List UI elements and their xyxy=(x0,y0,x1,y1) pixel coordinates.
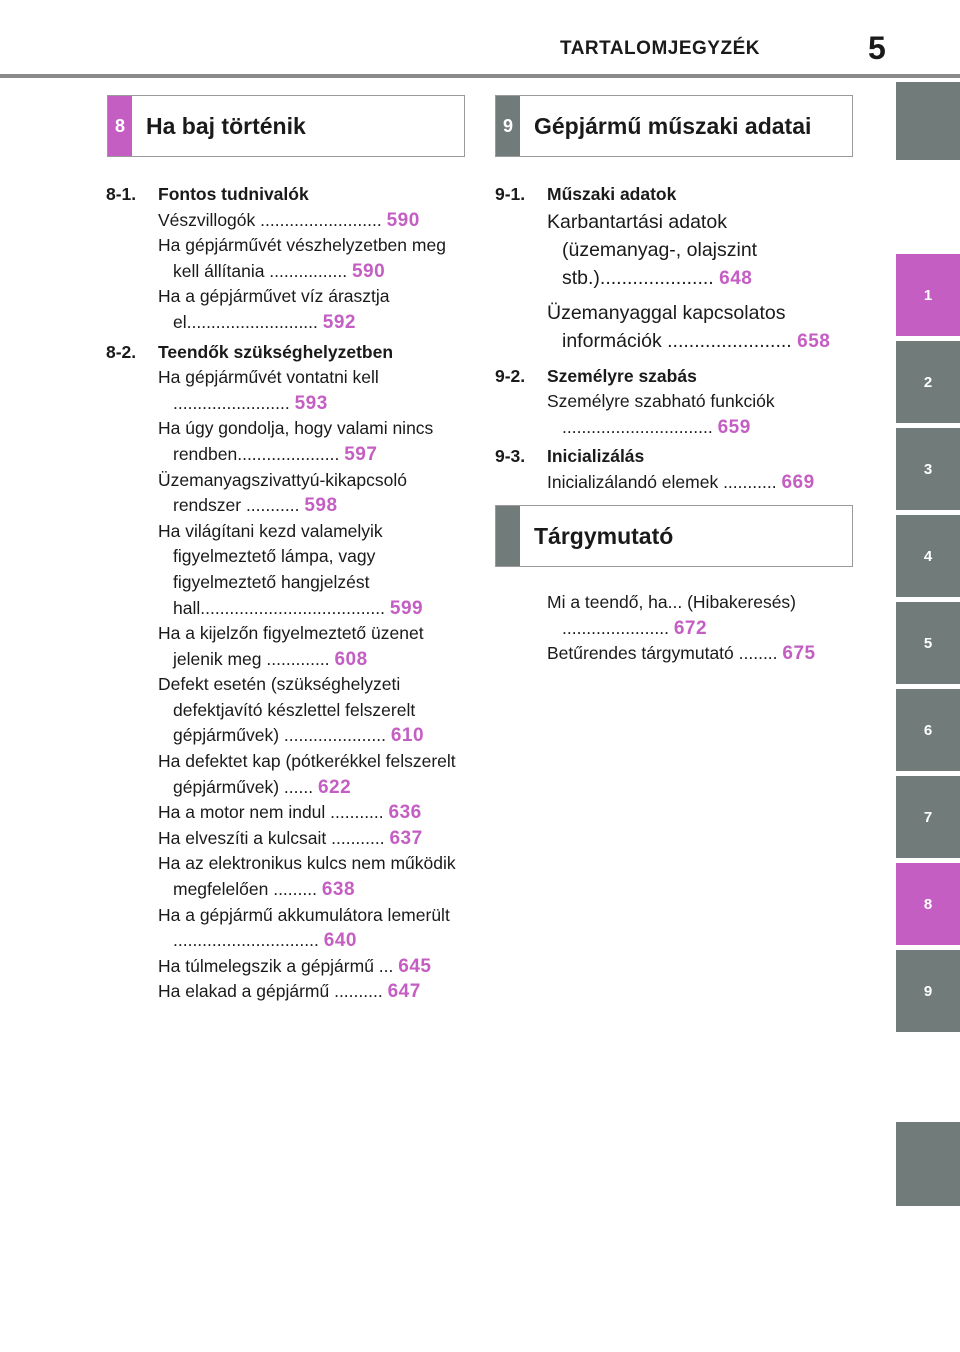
entry-text: Ha az elektronikus kulcs nem működik megfelelően ......... xyxy=(158,853,456,900)
entry-text: Karbantartási adatok (üzemanyag-, olajszint stb.)..................... xyxy=(547,210,758,289)
subsection-title: Inicializálás xyxy=(547,446,645,467)
toc-entry[interactable] xyxy=(158,365,462,416)
tab-blank-b xyxy=(896,1160,960,1206)
entry-text: Ha gépjárművét vontatni kell ........................ xyxy=(158,367,379,413)
section-8-box xyxy=(107,95,465,157)
toc-entry[interactable] xyxy=(158,800,462,826)
header-rule xyxy=(0,74,960,78)
entry-page[interactable]: 637 xyxy=(389,827,423,849)
index-column xyxy=(495,590,851,667)
toc-entry[interactable] xyxy=(158,979,462,1005)
subsection-number: 9-2. xyxy=(495,365,526,386)
left-column xyxy=(106,180,462,1005)
subsection-9-3 xyxy=(495,444,851,470)
subsection-title: Teendők szükséghelyzetben xyxy=(158,341,394,362)
entry-text: Ha a kijelzőn figyelmeztető üzenet jelenik meg ............. xyxy=(158,623,424,669)
subsection-9-2 xyxy=(495,364,851,390)
subsection-8-1 xyxy=(106,182,462,208)
entry-page[interactable]: 669 xyxy=(781,471,815,493)
tab-1[interactable] xyxy=(896,254,960,336)
entry-page[interactable]: 590 xyxy=(386,209,420,231)
tab-8[interactable] xyxy=(896,863,960,945)
entry-text: Inicializálandó elemek ........... xyxy=(547,471,777,492)
toc-entry[interactable] xyxy=(547,590,851,641)
entry-text: Ha úgy gondolja, hogy valami nincs rendben..................... xyxy=(158,418,434,464)
entry-page[interactable]: 672 xyxy=(673,617,708,639)
section-8-number: 8 xyxy=(108,96,132,156)
entry-text: Személyre szabható funkciók ............................... xyxy=(547,391,775,437)
toc-entry[interactable] xyxy=(158,672,462,749)
subsection-number: 9-1. xyxy=(495,184,526,204)
entry-page[interactable]: 645 xyxy=(398,955,432,977)
tab-1-label: 1 xyxy=(923,286,933,304)
entry-text: Ha elveszíti a kulcsait ........... xyxy=(158,827,385,848)
tab-blank-top xyxy=(896,82,960,160)
subsection-title: Fontos tudnivalók xyxy=(158,184,309,204)
entry-page[interactable]: 648 xyxy=(719,267,753,289)
entry-page[interactable]: 640 xyxy=(323,930,357,952)
toc-entry[interactable] xyxy=(158,851,462,902)
tab-2[interactable] xyxy=(896,341,960,423)
toc-entry[interactable] xyxy=(158,621,462,672)
entry-page[interactable]: 598 xyxy=(304,495,338,517)
toc-entry[interactable] xyxy=(158,208,462,234)
tab-2-label: 2 xyxy=(923,373,933,391)
header-title: TARTALOMJEGYZÉK xyxy=(560,38,760,59)
entry-text: Defekt esetén (szükséghelyzeti defektjavító készlettel felszerelt gépjárművek) ..................... xyxy=(158,674,416,746)
section-8-title: Ha baj történik xyxy=(146,112,306,139)
subsection-number: 9-3. xyxy=(495,446,526,467)
section-9-number: 9 xyxy=(496,96,520,156)
section-9-title: Gépjármű műszaki adatai xyxy=(534,112,812,139)
toc-entry[interactable] xyxy=(547,389,851,440)
toc-entry[interactable] xyxy=(547,299,851,356)
subsection-9-1 xyxy=(495,182,851,208)
tab-8-label: 8 xyxy=(923,895,933,913)
tab-4[interactable] xyxy=(896,515,960,597)
entry-text: Betűrendes tárgymutató ........ xyxy=(547,643,778,664)
index-box xyxy=(495,505,853,567)
entry-page[interactable]: 590 xyxy=(351,260,386,282)
toc-entry[interactable] xyxy=(158,233,462,284)
entry-text: Ha elakad a gépjármű .......... xyxy=(158,981,383,1002)
toc-entry[interactable] xyxy=(547,208,851,293)
entry-text: Ha a gépjármű akkumulátora lemerült .............................. xyxy=(158,904,450,951)
entry-text: Ha a motor nem indul ........... xyxy=(158,802,384,823)
tab-3-label: 3 xyxy=(923,460,933,478)
entry-page[interactable]: 675 xyxy=(782,643,816,665)
entry-page[interactable]: 622 xyxy=(317,776,352,798)
subsection-number: 8-2. xyxy=(106,341,137,362)
tab-6-label: 6 xyxy=(923,721,933,739)
tab-6[interactable] xyxy=(896,689,960,771)
toc-entry[interactable] xyxy=(158,749,462,800)
entry-page[interactable]: 608 xyxy=(334,648,368,670)
entry-text: Ha világítani kezd valamelyik figyelmeztető lámpa, vagy figyelmeztető hangjelzést hall...................................... xyxy=(158,520,385,618)
entry-page[interactable]: 599 xyxy=(389,597,424,619)
section-9-box xyxy=(495,95,853,157)
entry-text: Üzemanyagszivattyú-kikapcsoló rendszer ........... xyxy=(158,469,407,516)
entry-text: Mi a teendő, ha... (Hibakeresés) ...................... xyxy=(547,592,797,638)
subsection-8-2 xyxy=(106,340,462,366)
index-marker xyxy=(496,506,520,566)
toc-entry[interactable] xyxy=(547,641,851,667)
tab-5-label: 5 xyxy=(923,634,933,652)
entry-page[interactable]: 659 xyxy=(717,416,751,438)
entry-page[interactable]: 610 xyxy=(390,725,425,747)
entry-text: Ha gépjárművét vészhelyzetben meg kell állítania ................ xyxy=(158,235,446,281)
tab-4-label: 4 xyxy=(923,547,933,565)
entry-page[interactable]: 592 xyxy=(322,311,356,333)
toc-entry[interactable] xyxy=(158,826,462,852)
toc-entry[interactable] xyxy=(158,903,462,954)
subsection-number: 8-1. xyxy=(106,184,137,204)
entry-page[interactable]: 593 xyxy=(294,392,328,414)
entry-page[interactable]: 636 xyxy=(388,802,422,824)
tab-7-label: 7 xyxy=(923,808,933,826)
entry-page[interactable]: 658 xyxy=(797,330,831,352)
entry-text: Ha defektet kap (pótkerékkel felszerelt gépjárművek) ...... xyxy=(158,751,456,797)
tab-9-label: 9 xyxy=(923,982,933,1000)
toc-entry[interactable] xyxy=(547,470,851,496)
subsection-title: Műszaki adatok xyxy=(547,184,677,204)
right-column xyxy=(495,180,851,496)
entry-text: Ha túlmelegszik a gépjármű ... xyxy=(158,955,394,976)
toc-entry[interactable] xyxy=(158,468,462,519)
tab-3[interactable] xyxy=(896,428,960,510)
entry-text: Üzemanyaggal kapcsolatos információk ....................... xyxy=(547,301,792,352)
toc-entry[interactable] xyxy=(158,284,462,335)
toc-entry[interactable] xyxy=(158,416,462,467)
page-number: 5 xyxy=(868,30,886,66)
entry-text: Vészvillogók ......................... xyxy=(158,209,382,230)
entry-page[interactable]: 597 xyxy=(344,443,378,465)
entry-page[interactable]: 647 xyxy=(387,981,421,1003)
toc-entry[interactable] xyxy=(158,954,462,980)
tab-9[interactable] xyxy=(896,950,960,1032)
tab-7[interactable] xyxy=(896,776,960,858)
subsection-title: Személyre szabás xyxy=(547,365,697,386)
toc-entry[interactable] xyxy=(158,519,462,621)
index-title: Tárgymutató xyxy=(534,522,674,549)
entry-page[interactable]: 638 xyxy=(321,879,356,901)
entry-text: Ha a gépjárművet víz árasztja el........................... xyxy=(158,286,390,332)
tab-5[interactable] xyxy=(896,602,960,684)
